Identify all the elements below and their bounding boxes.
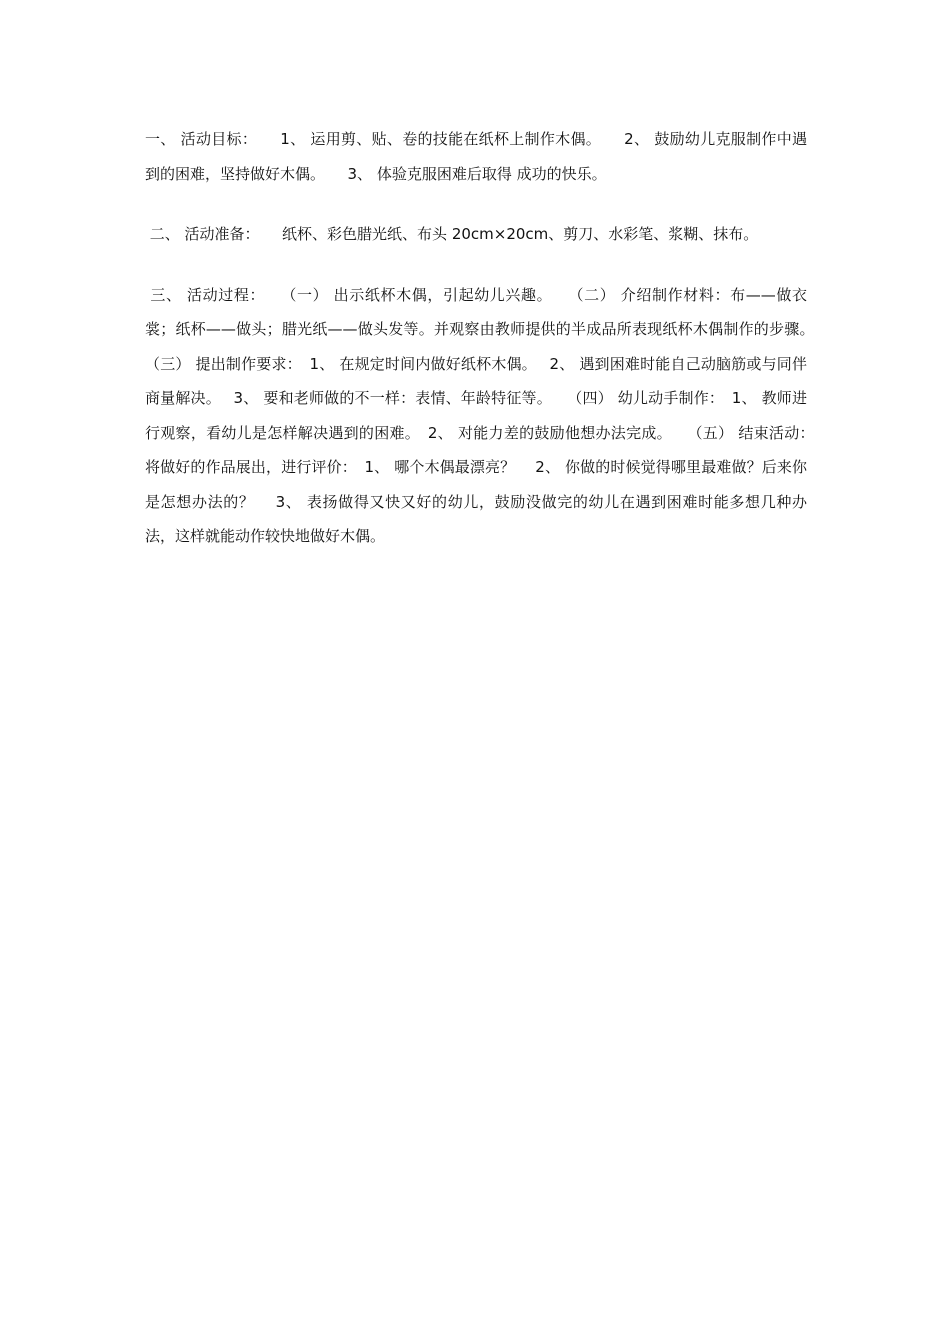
document-body (145, 122, 838, 554)
section-activity-process: 三、 活动过程： （一） 出示纸杯木偶，引起幼儿兴趣。 （二） 介绍制作材料：布——做衣裳；纸杯——做头；腊光纸——做头发等。并观察由教师提供的半成品所表现纸杯木偶制作的步骤。 （三） 提出制作要求： 1、 在规定时间内做好纸杯木偶。 2、 遇到困难时能自己动脑筋或与同伴商量解决。 3、 要和老师做的不一样：表情、年龄特征等。 （四） 幼儿动手制作： 1、 教师进行观察，看幼儿是怎样解决遇到的困难。 2、 对能力差的鼓励他想办法完成。 （五） 结束活动： 将做好的作品展出，进行评价： 1、 哪个木偶最漂亮？ 2、 你做的时候觉得哪里最难做？后来你是怎想办法的？ 3、 表扬做得又快又好的幼儿，鼓励没做完的幼儿在遇到困难时能多想几种办法，这样就能动作较快地做好木偶。 (145, 285, 838, 545)
section-activity-preparation: 二、 活动准备： 纸杯、彩色腊光纸、布头 20cm×20cm、剪刀、水彩笔、浆糊、抹布。 (145, 225, 759, 243)
section-activity-goals: 一、 活动目标： 1、 运用剪、贴、卷的技能在纸杯上制作木偶。 2、 鼓励幼儿克服制作中遇到的困难，坚持做好木偶。 3、 体验克服困难后取得 成功的快乐。 (145, 130, 807, 183)
